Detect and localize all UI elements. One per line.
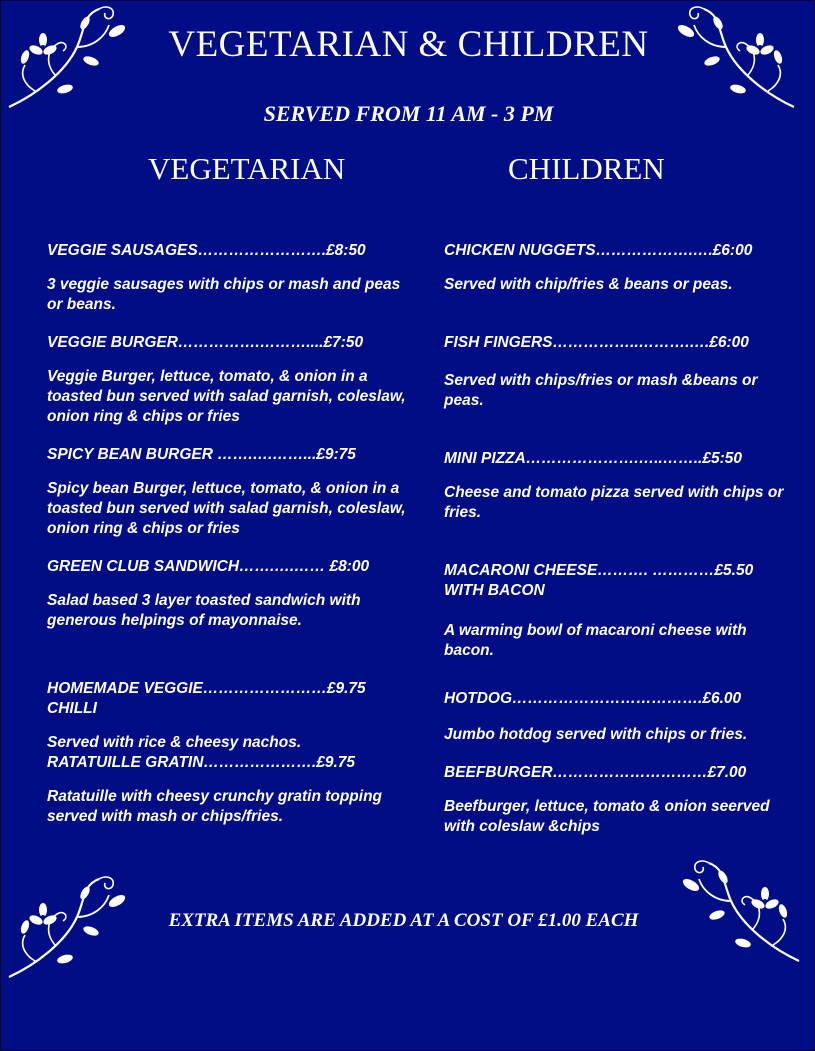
item-title: MACARONI CHEESE………. …………£5.50 WITH BACON [444, 562, 754, 599]
item-title: SPICY BEAN BURGER …….….……...£9:75 [47, 446, 356, 463]
item-title: RATATUILLE GRATIN………………….£9.75 [47, 754, 356, 771]
item-title: GREEN CLUB SANDWICH…….….…… £8:00 [47, 558, 370, 575]
item-description: Served with chip/fries & beans or peas. [444, 276, 733, 293]
menu-item-homemade-veggie-chilli [47, 679, 412, 753]
menu-item-macaroni-cheese [444, 561, 794, 661]
item-description: Jumbo hotdog served with chips or fries. [444, 726, 748, 743]
item-description: Beefburger, lettuce, tomato & onion seerved with coleslaw &chips [444, 798, 770, 835]
menu-item-ratatuille-gratin [47, 753, 412, 827]
item-description: Served with rice & cheesy nachos. [47, 734, 302, 751]
item-description: A warming bowl of macaroni cheese with bacon. [444, 622, 747, 659]
menu-item-veggie-burger [47, 333, 412, 427]
item-title: VEGGIE SAUSAGES…………………….£8:50 [47, 242, 366, 259]
item-description: Served with chips/fries or mash &beans or peas. [444, 372, 758, 409]
menu-item-spicy-bean-burger [47, 445, 412, 539]
item-title: VEGGIE BURGER…………….………....£7:50 [47, 334, 364, 351]
children-heading: CHILDREN [508, 151, 665, 186]
item-description: 3 veggie sausages with chips or mash and peas or beans. [47, 276, 401, 313]
item-description: Spicy bean Burger, lettuce, tomato, & onion in a toasted bun served with salad garnish, coleslaw, onion ring & chips or fries [47, 480, 406, 537]
menu-item-mini-pizza [444, 449, 794, 523]
vegetarian-heading: VEGETARIAN [148, 151, 346, 186]
item-title: MINI PIZZA………………….…..……..£5:50 [444, 450, 742, 467]
serving-hours: SERVED FROM 11 AM - 3 PM [263, 101, 554, 126]
item-title: BEEFBURGER…………………………£7.00 [444, 764, 747, 781]
menu-item-fish-fingers [444, 333, 794, 411]
item-description: Ratatuille with cheesy crunchy gratin topping served with mash or chips/fries. [47, 788, 383, 825]
item-title: HOMEMADE VEGGIE……………………£9.75 CHILLI [47, 680, 366, 717]
menu-item-green-club-sandwich [47, 557, 412, 631]
item-description: Cheese and tomato pizza served with chips or fries. [444, 484, 784, 521]
item-description: Salad based 3 layer toasted sandwich with generous helpings of mayonnaise. [47, 592, 361, 629]
menu-item-veggie-sausages [47, 241, 412, 315]
page-title: VEGETARIAN & CHILDREN [168, 24, 649, 65]
menu-item-chicken-nuggets [444, 241, 794, 295]
extra-items-note: EXTRA ITEMS ARE ADDED AT A COST OF £1.00 EACH [168, 910, 639, 931]
item-title: CHICKEN NUGGETS……………….….£6:00 [444, 242, 753, 259]
item-title: FISH FINGERS……………..……….….£6:00 [444, 334, 749, 351]
menu-item-beefburger [444, 763, 794, 837]
menu-item-hotdog [444, 689, 794, 745]
vegetarian-menu [47, 241, 412, 827]
children-menu [444, 241, 794, 837]
item-title: HOTDOG……………………………….£6.00 [444, 690, 742, 707]
item-description: Veggie Burger, lettuce, tomato, & onion in a toasted bun served with salad garnish, coleslaw, onion ring & chips or fries [47, 368, 406, 425]
